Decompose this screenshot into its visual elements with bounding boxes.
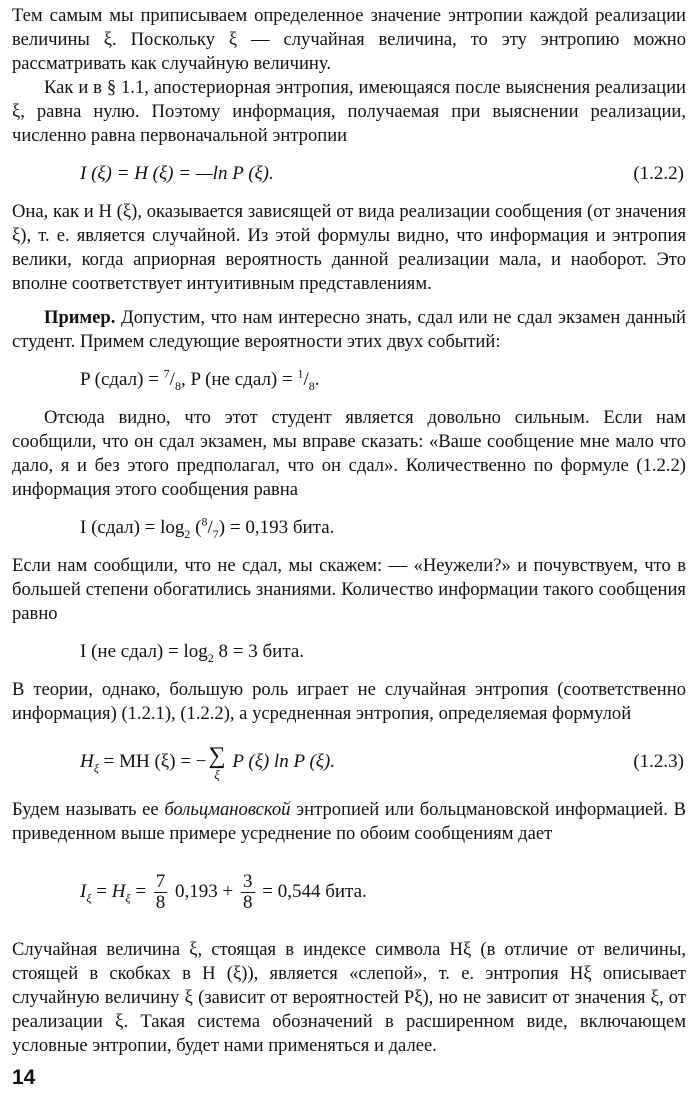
paragraph-8-start: Будем называть ее [12, 799, 165, 820]
info-passed-paren: ( [190, 517, 202, 538]
avg-info-subscript: ξ [86, 890, 92, 905]
formula-1-2-3-mid: = MH (ξ) = − [98, 751, 207, 772]
prob-end: . [314, 369, 320, 390]
avg-value-1: 0,193 + [170, 881, 238, 902]
prob-passed-label: P (сдал) = [80, 369, 164, 390]
paragraph-8-end: энтропией или больцмановской информацией. В приведенном выше примере усреднение по обоим сообщениям дает [12, 799, 686, 844]
avg-entropy-symbol: H [111, 881, 126, 902]
equation-number-1-2-3: (1.2.3) [633, 751, 684, 772]
fraction-1-denominator: 8 [155, 892, 166, 914]
prob-failed-label: P (не сдал) = [190, 369, 298, 390]
paragraph-example [12, 306, 686, 354]
paragraph-5: Отсюда видно, что этот студент является довольно сильным. Если нам сообщили, что он сдал экзамен, мы вправе сказать: «Ваше сообщение мне мало что дало, я и без этого предполагал, что он сдал». Количественно по формуле (1.2.2) информация этого сообщения равна [12, 407, 686, 500]
sum-operator [209, 744, 226, 782]
sum-sigma: ∑ [208, 742, 226, 769]
entropy-subscript: ξ [93, 760, 99, 775]
fraction-three-eighths [241, 872, 255, 913]
sum-limit: ξ [214, 766, 220, 782]
paragraph-2: Как и в § 1.1, апостериорная энтропия, имеющаяся после выяснения реализации ξ, равна нулю. Поэтому информация, получаемая при выяснении реализации, численно равна первоначальной энтропии [12, 77, 686, 146]
info-passed-numerator: 8 [201, 514, 208, 529]
formula-1-2-2 [12, 160, 686, 188]
emphasis-boltzmann: больцмановской [164, 799, 291, 820]
info-passed-lhs: I (сдал) = log [80, 517, 185, 538]
example-text: Допустим, что нам интересно знать, сдал или не сдал экзамен данный студент. Примем следующие вероятности этих двух событий: [12, 307, 686, 352]
fraction-2-numerator: 3 [243, 871, 253, 893]
prob-separator: , [180, 369, 191, 390]
paragraph-8 [12, 798, 686, 846]
info-failed-rhs: 8 = 3 бита. [213, 641, 305, 662]
avg-value-result: = 0,544 бита. [257, 881, 367, 902]
info-passed-log-base: 2 [184, 526, 191, 541]
formula-average-info [12, 862, 686, 922]
info-failed-lhs: I (не сдал) = log [80, 641, 208, 662]
formula-info-passed: I (сдал) = $\log_2 (^8/_7) = 0,193$ бита. [80, 514, 335, 541]
page-number: 14 [12, 1066, 36, 1089]
prob-passed-numerator: 7 [163, 366, 170, 381]
paragraph-7: В теории, однако, большую роль играет не случайная энтропия (соответственно информация) (1.2.1), (1.2.2), а усредненная энтропия, определяемая формулой [12, 679, 686, 724]
paragraph-3: Она, как и H (ξ), оказывается зависящей от вида реализации сообщения (от значения ξ), т. е. является случайной. Из этой формулы видно, что информация и энтропия велики, когда априорная вероятность данной реализации мала, и наоборот. Это вполне соответствует интуитивным представлениям. [12, 201, 686, 294]
formula-probabilities: P (сдал) = $^7/_8$, P (не сдал) = $^1/_8$. [80, 366, 320, 393]
formula-1-2-3-rhs: P (ξ) ln P (ξ). [227, 751, 336, 772]
formula-1-2-2-body: I (ξ) = H (ξ) = —ln P (ξ). [80, 163, 274, 184]
avg-eq-2: = [130, 881, 151, 902]
avg-entropy-subscript: ξ [125, 890, 131, 905]
avg-eq-1: = [91, 881, 112, 902]
info-passed-rhs: ) = 0,193 бита. [218, 517, 335, 538]
prob-failed-numerator: 1 [297, 366, 304, 381]
equation-number-1-2-2: (1.2.2) [633, 163, 684, 184]
entropy-symbol: H [80, 751, 94, 772]
example-label: Пример. [44, 307, 116, 328]
prob-passed-denominator: 8 [174, 378, 181, 393]
prob-failed-denominator: 8 [308, 378, 315, 393]
info-failed-log-base: 2 [207, 650, 214, 665]
formula-1-2-3 [12, 740, 686, 784]
avg-info-symbol: I [80, 881, 87, 902]
fraction-seven-eighths [154, 872, 168, 913]
fraction-2-denominator: 8 [243, 892, 253, 914]
paragraph-1: Тем самым мы приписываем определенное значение энтропии каждой реализации величины ξ. Поскольку ξ — случайная величина, то эту энтропию можно рассматривать как случайную величину. [12, 5, 686, 74]
paragraph-9: Случайная величина ξ, стоящая в индексе символа Hξ (в отличие от величины, стоящей в скобках в H (ξ)), является «слепой», т. е. энтропия Hξ описывает случайную величину ξ (зависит от вероятностей Pξ), но не зависит от значения ξ, от реализации ξ. Такая система обозначений в расширенном виде, включающем условные энтропии, будет нами применяться и далее. [12, 939, 686, 1056]
paragraph-6: Если нам сообщили, что не сдал, мы скажем: — «Неужели?» и почувствуем, что в большей степени обогатились знаниями. Количество информации такого сообщения равно [12, 555, 686, 624]
fraction-1-numerator: 7 [155, 871, 166, 893]
info-passed-denominator: 7 [212, 526, 219, 541]
formula-info-failed [12, 638, 686, 666]
